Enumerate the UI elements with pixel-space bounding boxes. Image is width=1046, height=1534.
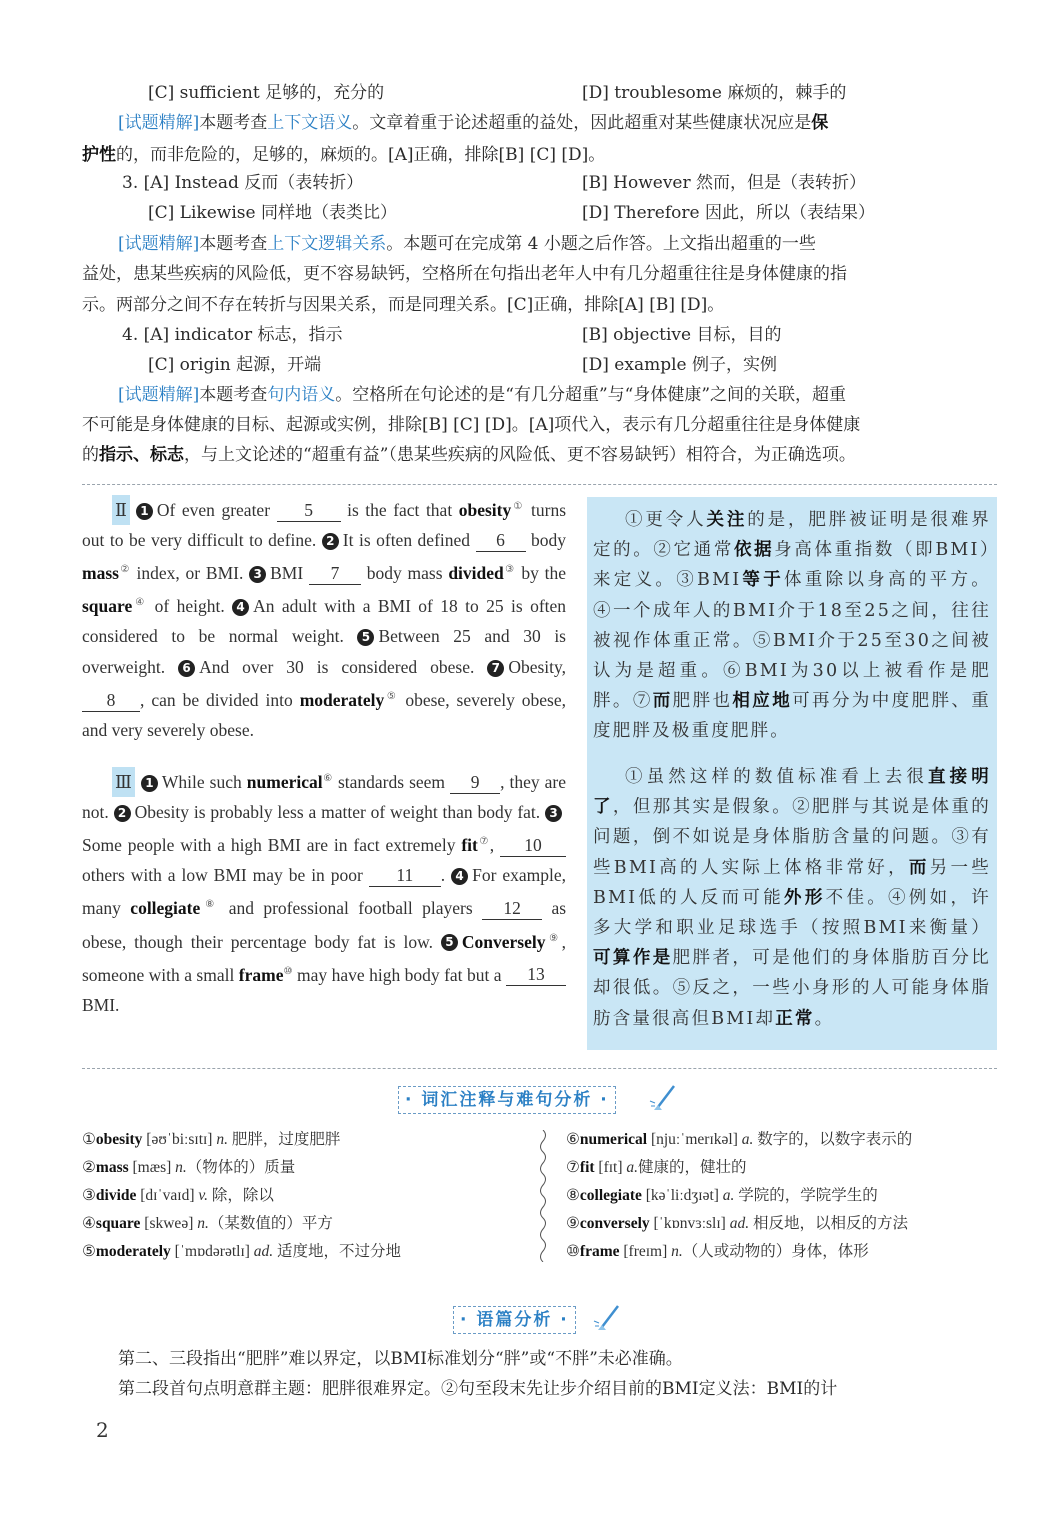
q3-explanation-line1: [试题精解]本题考查上下文逻辑关系。本题可在完成第 4 小题之后作答。上文指出超重的一些 (118, 234, 816, 254)
vocab-item: ④square [skweə] n.（某数值的）平方 (82, 1215, 333, 1232)
blank-8[interactable]: 8 (82, 689, 140, 712)
sentence-marker-2: 2 (114, 805, 131, 822)
explanation-label: [试题精解] (118, 234, 200, 254)
sentence-marker-7: 7 (487, 660, 504, 677)
q4-explanation-line1: [试题精解]本题考查句内语义。空格所在句论述的是“有几分超重”与“身体健康”之间的关联，超重 (118, 385, 847, 405)
blank-6[interactable]: 6 (476, 529, 526, 552)
q3-explanation-line2: 益处，患某些疾病的风险低，更不容易缺钙，空格所在句指出老年人中有几分超重往往是身体健康的指 (82, 264, 847, 284)
q3-explanation-line3: 示。两部分之间不存在转折与因果关系，而是同理关系。[C]正确，排除[A] [B] [D]。 (82, 295, 725, 315)
vocab-item: ①obesity [əʊˈbiːsɪtɪ] n. 肥胖，过度肥胖 (82, 1131, 341, 1148)
q4-option-a: 4. [A] indicator 标志，指示 (122, 325, 343, 345)
vocab-item: ⑥numerical [njuːˈmerɪkəl] a. 数字的，以数字表示的 (566, 1131, 913, 1148)
q4-option-b: [B] objective 目标，目的 (582, 325, 782, 345)
vocab-item: ②mass [mæs] n.（物体的）质量 (82, 1159, 296, 1176)
sentence-marker-4: 4 (451, 868, 468, 885)
q3-option-b: [B] However 然而，但是（表转折） (582, 173, 867, 193)
paragraph-number: Ⅲ (112, 767, 135, 797)
q4-option-c: [C] origin 起源，开端 (148, 355, 322, 375)
vocab-item: ⑦fit [fɪt] a.健康的，健壮的 (566, 1159, 747, 1176)
translation-paragraph-3: ①虽然这样的数值标准看上去很直接明了，但那其实是假象。②肥胖与其说是体重的问题，倒不如说是身体脂肪含量的问题。③有些BMI高的人实际上体格非常好，而另一些BMI低的人反而可能外形不佳。④例如，许多大学和职业足球选手（按照BMI来衡量）可算作是肥胖者，可是他们的身体脂肪百分比却很低。⑤反之，一些小身形的人可能身体脂肪含量很高但BMI却正常。 (593, 767, 991, 1029)
q2-option-d: [D] troublesome 麻烦的，棘手的 (582, 83, 847, 103)
explanation-topic: 上下文逻辑关系 (267, 234, 387, 254)
vocab-item: ③divide [dɪˈvaɪd] v. 除，除以 (82, 1187, 274, 1204)
blank-7[interactable]: 7 (309, 562, 361, 585)
sentence-marker-5: 5 (357, 629, 374, 646)
discourse-line-2: 第二段首句点明意群主题：肥胖很难界定。②句至段末先让步介绍目前的BMI定义法：BMI的计 (118, 1379, 838, 1399)
sentence-marker-1: 1 (141, 775, 158, 792)
vocab-item: ⑤moderately [ˈmɒdərətlɪ] ad. 适度地，不过分地 (82, 1243, 402, 1260)
section-divider (82, 484, 997, 485)
explanation-topic: 句内语义 (267, 385, 336, 405)
blank-13[interactable]: 13 (506, 963, 566, 986)
explanation-topic: 上下文语义 (267, 113, 353, 133)
blank-5[interactable]: 5 (277, 499, 341, 522)
q4-explanation-line3: 的指示、标志，与上文论述的“超重有益”（患某些疾病的风险低、更不容易缺钙）相符合，为正确选项。 (82, 445, 856, 465)
q3-option-c: [C] Likewise 同样地（表类比） (148, 203, 397, 223)
sentence-marker-3: 3 (545, 805, 562, 822)
wavy-divider (538, 1130, 548, 1262)
explanation-label: [试题精解] (118, 385, 200, 405)
translation-paragraph-2: ①更令人关注的是，肥胖被证明是很难界定的。②它通常依据身高体重指数（即BMI）来定义。③BMI等于体重除以身高的平方。④一个成年人的BMI介于18至25之间，往往被视作体重正常。⑤BMI介于25至30之间被认为是超重。⑥BMI为30以上被看作是肥胖。⑦而肥胖也相应地可再分为中度肥胖、重度肥胖及极重度肥胖。 (593, 510, 992, 742)
q3-option-a: 3. [A] Instead 反而（表转折） (122, 173, 364, 193)
q3-option-d: [D] Therefore 因此，所以（表结果） (582, 203, 875, 223)
explanation-label: [试题精解] (118, 113, 200, 133)
page-number: 2 (96, 1418, 109, 1442)
sentence-marker-3: 3 (249, 566, 266, 583)
paragraph-number: Ⅱ (112, 495, 130, 525)
blank-10[interactable]: 10 (500, 834, 566, 857)
discourse-section-title: · 语篇分析 · (453, 1306, 576, 1334)
blank-12[interactable]: 12 (482, 897, 542, 920)
sentence-marker-6: 6 (178, 660, 195, 677)
blank-9[interactable]: 9 (450, 771, 500, 794)
q2-explanation-line2: 护性的，而非危险的，足够的，麻烦的。[A]正确，排除[B] [C] [D]。 (82, 145, 606, 165)
pen-icon (592, 1303, 622, 1333)
sentence-marker-1: 1 (136, 503, 153, 520)
q4-explanation-line2: 不可能是身体健康的目标、起源或实例，排除[B] [C] [D]。[A]项代入，表示有几分超重往往是身体健康 (82, 415, 861, 435)
section-divider (82, 1068, 997, 1069)
q4-option-d: [D] example 例子，实例 (582, 355, 777, 375)
vocab-item: ⑨conversely [ˈkɒnvɜːslɪ] ad. 相反地，以相反的方法 (566, 1215, 908, 1232)
q2-option-c: [C] sufficient 足够的，充分的 (148, 83, 385, 103)
q2-explanation-line1: [试题精解]本题考查上下文语义。文章着重于论述超重的益处，因此超重对某些健康状况应是保 (118, 113, 829, 133)
pen-icon (648, 1083, 678, 1113)
passage-paragraph-3: Ⅲ 1 While such numerical⑥ standards seem 9 , they are not. 2 Obesity is probably less a matter of weight than body fat. 3Some people with a high BMI are in fact extremely fit⑦, 10 others with a low BMI may be in poor 11 . 4 For example, many collegiate⑧ and professional football players 12 as obese, though their percentage body fat is low. 5 Conversely⑨, someone with a small frame⑩ may have high body fat but a 13 BMI. (82, 764, 566, 1020)
sentence-marker-2: 2 (322, 533, 339, 550)
blank-11[interactable]: 11 (369, 864, 441, 887)
vocab-item: ⑧collegiate [kəˈliːdʒɪət] a. 学院的，学院学生的 (566, 1187, 878, 1204)
sentence-marker-5: 5 (441, 934, 458, 951)
discourse-line-1: 第二、三段指出“肥胖”难以界定，以BMI标准划分“胖”或“不胖”未必准确。 (118, 1349, 683, 1369)
vocab-section-title: · 词汇注释与难句分析 · (398, 1086, 616, 1114)
sentence-marker-4: 4 (232, 599, 249, 616)
passage-paragraph-2: Ⅱ 1 Of even greater 5 is the fact that obesity① turns out to be very difficult to define. 2 It is often defined 6 body mass② index, or BMI. 3 BMI 7 body mass divided③ by the square④ of height. 4 An adult with a BMI of 18 to 25 is often considered to be normal weight. 5 Between 25 and 30 is overweight. 6 And over 30 is considered obese. 7 Obesity, 8 , can be divided into moderately⑤ obese, severely obese, and very severely obese. (82, 492, 566, 745)
vocab-item: ⑩frame [freɪm] n.（人或动物的）身体，体形 (566, 1243, 869, 1260)
